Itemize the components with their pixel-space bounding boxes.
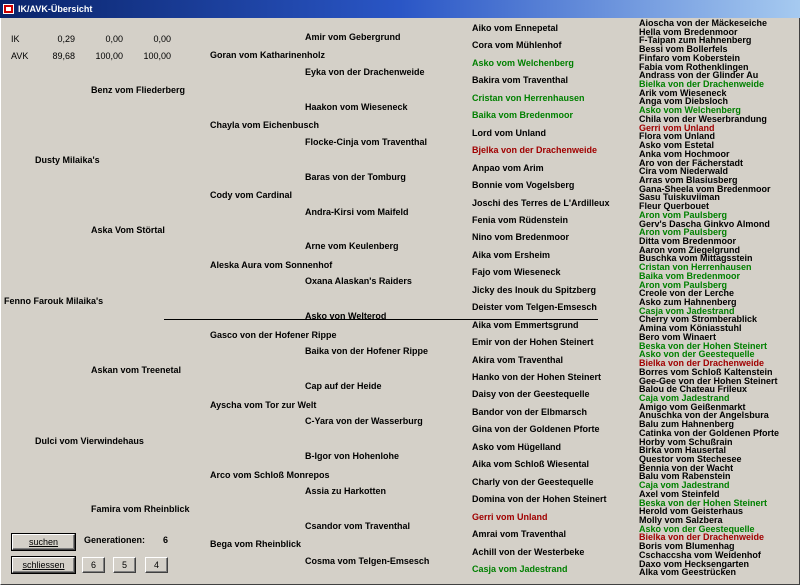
pedigree-gen5-item[interactable]: Fenia vom Rüdenstein [472, 214, 569, 225]
pedigree-gen4-item[interactable]: Amir vom Gebergrund [305, 32, 401, 42]
pedigree-root[interactable]: Fenno Farouk Milaika's [4, 296, 104, 306]
pedigree-gen6-item[interactable]: Asko zum Hahnenberg [639, 297, 737, 308]
pedigree-gen6-item[interactable]: Beska von der Hohen Steinert [639, 340, 768, 351]
pedigree-gen6-item[interactable]: Arik vom Wieseneck [639, 87, 727, 98]
pedigree-gen5-item[interactable]: Cora vom Mühlenhof [472, 40, 562, 51]
pedigree-gen6-item[interactable]: Buschka vom Mittagsstein [639, 253, 753, 264]
close-button[interactable] [12, 557, 75, 573]
pedigree-gen5-item[interactable]: Daisy von der Geestequelle [472, 389, 590, 400]
pedigree-gen4-item[interactable]: Csandor vom Traventhal [305, 520, 411, 531]
pedigree-gen6-item[interactable]: Caja vom Jadestrand [639, 392, 730, 403]
pedigree-gen6-item[interactable]: Bennia von der Wacht [639, 462, 734, 473]
pedigree-gen6-item[interactable]: Gerv's Dascha Ginkvo Almond [639, 218, 770, 229]
pedigree-gen6-item[interactable]: Sasu Tuiskuviiman [639, 192, 720, 203]
pedigree-gen6-item[interactable]: Baika vom Bredenmoor [639, 270, 741, 281]
pedigree-gen2-item[interactable]: Benz vom Fliederberg [91, 85, 186, 95]
pedigree-gen4-item[interactable]: Flocke-Cinja vom Traventhal [305, 136, 428, 147]
pedigree-gen5-item[interactable]: Joschi des Terres de L'Ardilleux [472, 197, 610, 208]
pedigree-gen5-item[interactable]: Cristan von Herrenhausen [472, 92, 585, 103]
pedigree-gen3-item[interactable]: Chayla vom Eichenbusch [210, 120, 320, 130]
pedigree-gen6-item[interactable]: Aron vom Paulsberg [639, 209, 728, 220]
pedigree-gen6-item[interactable]: Boris vom Blumenhag [639, 541, 735, 552]
pedigree-gen6-item[interactable]: Questor vom Stechesee [639, 454, 742, 464]
pedigree-gen5-item[interactable]: Nino vom Bredenmoor [472, 232, 570, 243]
pedigree-gen6-item[interactable]: Herold vom Geisterhaus [639, 506, 744, 517]
pedigree-gen6-item[interactable]: Bielka von der Drachenweide [639, 358, 765, 369]
pedigree-gen5-item[interactable]: Bandor von der Elbmarsch [472, 406, 588, 417]
app-icon [3, 4, 14, 14]
pedigree-gen6-item[interactable]: Axel vom Steinfeld [639, 488, 720, 499]
search-button[interactable] [12, 534, 75, 550]
pedigree-gen6-item[interactable]: Cristan von Herrenhausen [639, 262, 752, 273]
pedigree-gen6-item[interactable]: Asko vom Estetal [639, 140, 715, 151]
pedigree-gen5-item[interactable]: Lord vom Unland [472, 127, 546, 138]
pedigree-gen5-item[interactable]: Domina von der Hohen Steinert [472, 494, 607, 505]
pedigree-gen4-item[interactable]: Cap auf der Heide [305, 381, 382, 391]
ik-value-1: 0,29 [57, 34, 75, 44]
pedigree-gen3-item[interactable]: Ayscha vom Tor zur Welt [210, 400, 317, 410]
pedigree-gen6-item[interactable]: Asko vom Welchenberg [639, 105, 741, 116]
search-button-label: suchen [28, 537, 59, 547]
pedigree-gen4-item[interactable]: C-Yara von der Wasserburg [305, 415, 423, 426]
window-title: IK/AVK-Übersicht [18, 4, 93, 14]
pedigree-gen3-item[interactable]: Bega vom Rheinblick [210, 539, 302, 549]
pedigree-gen6-item[interactable]: Balou de Chateau Frileux [639, 384, 748, 395]
ik-label: IK [11, 34, 20, 44]
pedigree-gen6-item[interactable]: Bielka von der Drachenweide [639, 532, 765, 543]
pedigree-gen6-item[interactable]: Amigo vom Geißenmarkt [639, 401, 746, 412]
pedigree-gen5-item[interactable]: Asko vom Hügelland [472, 441, 562, 452]
pedigree-gen6-item[interactable]: Asko von der Geestequelle [639, 523, 755, 534]
pedigree-gen6-item[interactable]: Cschaccsha vom Weidenhof [639, 549, 761, 560]
pedigree-gen2-item[interactable]: Askan vom Treenetal [91, 365, 182, 375]
pedigree-gen6-item[interactable]: Ditta vom Bredenmoor [639, 236, 737, 246]
pedigree-gen6-item[interactable]: Cherry vom Stromberablick [639, 314, 758, 325]
pedigree-gen4-item[interactable]: Eyka von der Drachenweide [305, 66, 425, 77]
pedigree-gen5-item[interactable]: Gina von der Goldenen Pforte [472, 424, 600, 435]
pedigree-gen5-item[interactable]: Jicky des Inouk du Spitzberg [472, 284, 597, 295]
pedigree-gen6-item[interactable]: Caja vom Jadestrand [639, 480, 730, 491]
generations-label: Generationen: [84, 535, 146, 545]
pedigree-gen5-item[interactable]: Amrai vom Traventhal [472, 529, 567, 540]
pedigree-gen5-item[interactable]: Bonnie vom Vogelsberg [472, 180, 575, 191]
pedigree-gen4-item[interactable]: Arne vom Keulenberg [305, 241, 399, 252]
pedigree-gen6-item[interactable]: Borres vom Schloß Kaltenstein [639, 366, 773, 377]
pedigree-gen5-item[interactable]: Fajo vom Wieseneck [472, 267, 561, 278]
pedigree-gen6-item[interactable]: Anka vom Hochmoor [639, 148, 730, 159]
pedigree-gen5-item[interactable]: Aiko vom Ennepetal [472, 23, 559, 33]
pedigree-gen5-item[interactable]: Achill von der Westerbeke [472, 546, 585, 557]
pedigree-gen4-item[interactable]: Assia zu Harkotten [305, 485, 387, 496]
pedigree-gen2-item[interactable]: Aska Vom Störtal [91, 225, 165, 235]
pedigree-gen6-item[interactable]: Creole von der Lerche [639, 288, 735, 299]
pedigree-gen6-item[interactable]: Finfaro vom Koberstein [639, 52, 741, 63]
pedigree-gen6-item[interactable]: Daxo vom Hecksengarten [639, 558, 750, 569]
pedigree-gen5-item[interactable]: Baika vom Bredenmoor [472, 110, 574, 121]
pedigree-gen6-item[interactable]: Anga vom Diebsloch [639, 96, 729, 107]
pedigree-gen6-item[interactable]: Bielka von der Drachenweide [639, 79, 765, 90]
ik-value-2: 0,00 [105, 34, 123, 44]
pedigree-gen6-item[interactable]: Amina vom Köniasstuhl [639, 323, 742, 334]
pedigree-gen4-item[interactable]: Asko von Welterod [305, 311, 387, 322]
pedigree-gen1-item[interactable]: Dusty Milaika's [35, 155, 100, 165]
pedigree-gen6-item[interactable]: Catinka von der Goldenen Pforte [639, 427, 780, 438]
pedigree-gen6-item[interactable]: Hella vom Bredenmoor [639, 26, 738, 37]
generations-6-button[interactable]: 6 [82, 557, 105, 573]
pedigree-gen5-item[interactable]: Deister vom Telgen-Emsesch [472, 302, 597, 313]
pedigree-gen6-item[interactable]: Aaron vom Ziegelgrund [639, 244, 741, 255]
pedigree-gen5-item[interactable]: Emir von der Hohen Steinert [472, 337, 594, 348]
pedigree-gen6-item[interactable]: Molly vom Salzbera [639, 515, 723, 526]
pedigree-gen5-item[interactable]: Aika vom Schloß Wiesental [472, 459, 589, 470]
pedigree-gen6-item[interactable]: Arras vom Blasiusberg [639, 174, 738, 185]
pedigree-gen6-item[interactable]: Alka vom Geestrücken [639, 567, 737, 578]
pedigree-gen4-item[interactable]: Cosma vom Telgen-Emsesch [305, 555, 430, 566]
pedigree-gen4-item[interactable]: Haakon vom Wieseneck [305, 101, 408, 112]
pedigree-gen6-item[interactable]: Gee-Gee von der Hohen Steinert [639, 375, 778, 386]
pedigree-gen6-item[interactable]: F-Taipan zum Hahnenberg [639, 35, 752, 46]
pedigree-gen3-item[interactable]: Aleska Aura vom Sonnenhof [210, 260, 333, 270]
pedigree-gen5-item[interactable]: Bakira vom Traventhal [472, 75, 569, 86]
pedigree-gen5-item[interactable]: Asko vom Welchenberg [472, 57, 574, 68]
pedigree-gen4-item[interactable]: Baras von der Tomburg [305, 171, 406, 182]
pedigree-gen6-item[interactable]: Aron vom Paulsberg [639, 279, 728, 290]
pedigree-gen6-item[interactable]: Bero vom Winaert [639, 331, 716, 342]
pedigree-gen6-item[interactable]: Fleur Querbouet [639, 201, 710, 212]
pedigree-gen3-item[interactable]: Arco vom Schloß Monrepos [210, 470, 330, 480]
ik-value-3: 0,00 [153, 34, 171, 44]
main-window [0, 18, 800, 585]
pedigree-gen5-item[interactable]: Casja vom Jadestrand [472, 563, 568, 574]
pedigree-gen6-item[interactable]: Gerri vom Unland [639, 122, 715, 133]
avk-value-3: 100,00 [143, 51, 171, 61]
pedigree-gen6-item[interactable]: Aioscha von der Mäckeseiche [639, 18, 768, 28]
pedigree-gen6-item[interactable]: Balu vom Rabenstein [639, 471, 731, 482]
pedigree-gen6-item[interactable]: Beska von der Hohen Steinert [639, 497, 768, 508]
generations-value: 6 [163, 535, 169, 545]
avk-label: AVK [11, 51, 29, 61]
pedigree-gen5-item[interactable]: Aika vom Emmertsgrund [472, 319, 579, 330]
pedigree-gen4-item[interactable]: Andra-Kirsi vom Maifeld [305, 206, 409, 217]
pedigree-gen6-item[interactable]: Andrass von der Glinder Au [639, 70, 759, 81]
pedigree-gen6-item[interactable]: Aro von der Fächerstadt [639, 157, 744, 168]
pedigree-gen6-item[interactable]: Gana-Sheela vom Bredenmoor [639, 183, 771, 194]
pedigree-gen6-item[interactable]: Asko von der Geestequelle [639, 349, 755, 360]
pedigree-gen1-item[interactable]: Dulci vom Vierwindehaus [35, 436, 144, 446]
pedigree-gen6-item[interactable]: Balu zum Hahnenberg [639, 419, 735, 430]
pedigree-gen6-item[interactable]: Birka vom Hausertal [639, 445, 727, 456]
title-bar [0, 0, 800, 18]
pedigree-gen6-item[interactable]: Cira vom Niederwald [639, 166, 729, 177]
pedigree-gen5-item[interactable]: Gerri vom Unland [472, 511, 548, 522]
generations-4-button[interactable]: 4 [145, 557, 168, 573]
pedigree-gen6-item[interactable]: Anuschka von der Angelsbura [639, 410, 769, 421]
pedigree-gen3-item[interactable]: Cody vom Cardinal [210, 190, 293, 200]
pedigree-gen3-item[interactable]: Gasco von der Hofener Rippe [210, 330, 337, 340]
generations-5-button[interactable]: 5 [113, 557, 136, 573]
pedigree-gen5-item[interactable]: Hanko von der Hohen Steinert [472, 372, 602, 382]
pedigree-gen5-item[interactable]: Akira vom Traventhal [472, 354, 564, 365]
pedigree-gen4-item[interactable]: B-Igor von Hohenlohe [305, 450, 399, 461]
pedigree-gen6-item[interactable]: Bessi vom Bollerfels [639, 44, 728, 55]
pedigree-gen6-item[interactable]: Aron vom Paulsberg [639, 227, 728, 238]
pedigree-gen6-item[interactable]: Chila von der Weserbrandung [639, 113, 767, 124]
avk-value-2: 100,00 [95, 51, 123, 61]
pedigree-gen6-item[interactable]: Flora vom Unland [639, 131, 716, 142]
pedigree-gen5-item[interactable]: Charly von der Geestequelle [472, 476, 594, 487]
pedigree-gen6-item[interactable]: Horby vom Schußrain [639, 436, 733, 447]
avk-value-1: 89,68 [52, 51, 75, 61]
pedigree-gen6-item[interactable]: Casja vom Jadestrand [639, 305, 735, 316]
close-button-label: schliessen [22, 560, 65, 570]
pedigree-gen5-item[interactable]: Anpao vom Arim [472, 162, 544, 173]
pedigree-gen2-item[interactable]: Famira vom Rheinblick [91, 504, 190, 514]
pedigree-gen6-item[interactable]: Fabia vom Rothenklingen [639, 61, 749, 72]
pedigree-gen3-item[interactable]: Goran vom Katharinenholz [210, 50, 326, 60]
pedigree-gen4-item[interactable]: Baika von der Hofener Rippe [305, 346, 429, 357]
pedigree-gen4-item[interactable]: Oxana Alaskan's Raiders [305, 276, 412, 287]
pedigree-gen5-item[interactable]: Bjelka von der Drachenweide [472, 145, 598, 156]
pedigree-gen5-item[interactable]: Aika vom Ersheim [472, 249, 551, 260]
